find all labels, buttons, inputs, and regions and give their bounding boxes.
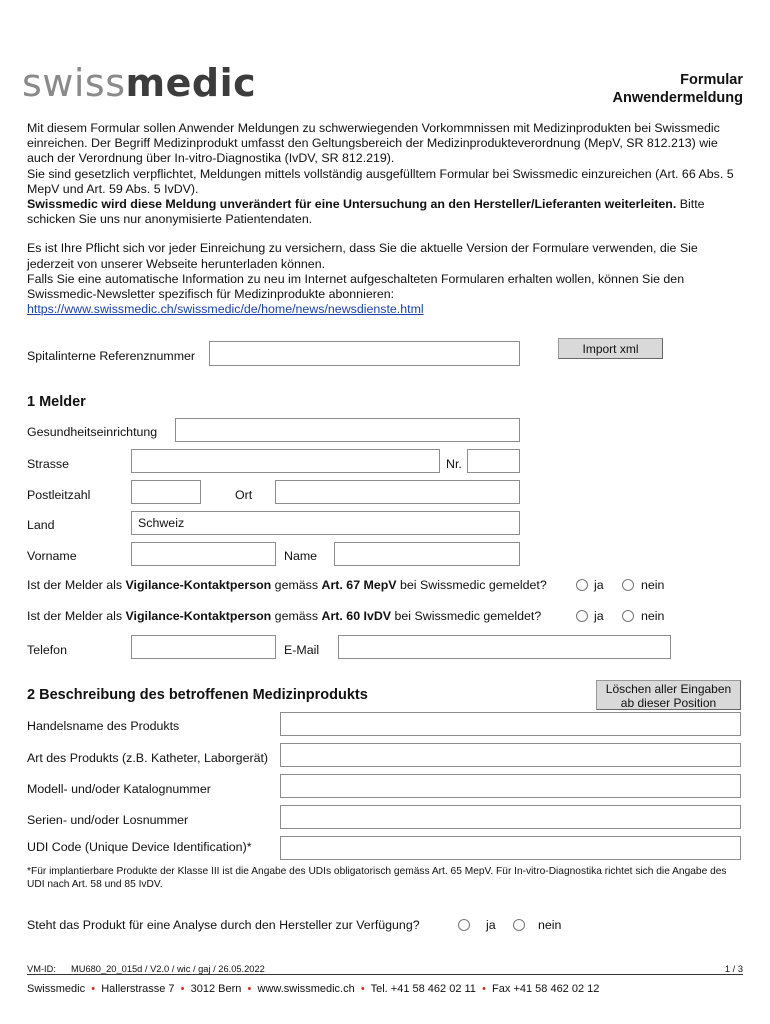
footer-separator: • [482,983,486,995]
lastname-label: Name [284,549,318,563]
firstname-label: Vorname [27,549,77,563]
vigilance-mepv-no-radio[interactable] [622,579,634,591]
city-input[interactable] [275,480,520,504]
q2-text-3: bei Swissmedic gemeldet? [391,609,542,623]
vigilance-ivdv-no-radio[interactable] [622,610,634,622]
q2-text-1: Ist der Melder als [27,609,126,623]
product-type-input[interactable] [280,743,741,767]
clear-inputs-button[interactable] [596,680,741,710]
vigilance-ivdv-yes-radio[interactable] [576,610,588,622]
q1-bold-2: Art. 67 MepV [321,578,397,592]
trade-name-label: Handelsname des Produkts [27,719,180,733]
reference-input[interactable] [209,341,520,366]
model-number-label: Modell- und/oder Katalognummer [27,782,211,796]
q2-bold-2: Art. 60 IvDV [321,609,392,623]
reference-label: Spitalinterne Referenznummer [27,349,196,363]
intro-paragraph-3 [27,197,747,227]
footer-address [27,983,599,995]
country-input[interactable]: Schweiz [131,511,520,535]
section-2-title: 2 Beschreibung des betroffenen Medizinprodukts [27,687,368,703]
analysis-no-label: nein [538,918,562,932]
udi-code-input[interactable] [280,836,741,860]
postal-code-label: Postleitzahl [27,488,91,502]
form-title-line2: Anwendermeldung [612,90,743,106]
q2-text-2: gemäss [271,609,322,623]
vigilance-mepv-yes-label: ja [594,578,604,592]
footer-city: 3012 Bern [190,983,242,995]
import-xml-button[interactable]: Import xml [558,338,663,359]
logo-part-medic: medic [125,61,257,105]
country-label: Land [27,518,55,532]
postal-code-input[interactable] [131,480,201,504]
intro-bold-notice: Swissmedic wird diese Meldung unverändert für eine Untersuchung an den Hersteller/Lieferanten weiterleiten. [27,197,677,212]
footer-separator: • [91,983,96,995]
q1-text-3: bei Swissmedic gemeldet? [396,578,547,592]
intro-paragraph-2: Sie sind gesetzlich verpflichtet, Meldungen mittels vollständig ausgefülltem Formular bei Swissmedic einzureichen (Art. 66 Abs. 5 MepV und Art. 59 Abs. 5 IvDV). [27,166,734,196]
street-label: Strasse [27,457,70,471]
analysis-question: Steht das Produkt für eine Analyse durch den Hersteller zur Verfügung? [27,918,420,932]
vigilance-ivdv-question [27,609,541,623]
swissmedic-logo [22,63,256,104]
lastname-input[interactable] [334,542,520,566]
trade-name-input[interactable] [280,712,741,736]
footer-street: Hallerstrasse 7 [101,983,175,995]
clear-inputs-button-line1: Löschen aller Eingaben [605,682,732,696]
intro-paragraph-5 [27,272,747,318]
facility-label: Gesundheitseinrichtung [27,425,158,439]
phone-input[interactable] [131,635,276,659]
footer-tel: Tel. +41 58 462 02 11 [370,983,476,995]
analysis-no-radio[interactable] [513,919,525,931]
page-number: 1 / 3 [724,964,743,974]
q1-text-2: gemäss [271,578,322,592]
model-number-input[interactable] [280,774,741,798]
intro-notice-rest: Bitte schicken Sie uns nur anonymisierte Patientendaten. [27,197,705,227]
footer-fax: Fax +41 58 462 02 12 [492,983,600,995]
udi-footnote: *Für implantierbare Produkte der Klasse III ist die Angabe des UDIs obligatorisch gemäss Art. 65 MepV. Für In-vitro-Diagnostika richtet sich die Angabe des UDI nach Art. 58 und 85 IvDV. [27,866,727,890]
footer-web: www.swissmedic.ch [257,983,355,995]
vm-id-value: MU680_20_015d / V2.0 / wic / gaj / 26.05.2022 [71,964,265,974]
footer-separator: • [247,983,252,995]
udi-code-label: UDI Code (Unique Device Identification)* [27,840,252,854]
intro-paragraph-4: Es ist Ihre Pflicht sich vor jeder Einreichung zu versichern, dass Sie die aktuelle Version der Formulare verwenden, die Sie jederzeit von unserer Webseite herunterladen können. [27,241,698,271]
analysis-yes-radio[interactable] [458,919,470,931]
q2-bold-1: Vigilance-Kontaktperson [125,609,272,623]
house-number-label: Nr. [446,457,462,471]
street-input[interactable] [131,449,440,473]
footer-separator: • [360,983,365,995]
footer-separator: • [180,983,185,995]
newsletter-link[interactable]: https://www.swissmedic.ch/swissmedic/de/home/news/newsdienste.html [27,302,424,317]
house-number-input[interactable] [467,449,520,473]
serial-number-input[interactable] [280,805,741,829]
clear-inputs-button-line2: ab dieser Position [620,696,717,710]
form-title [612,71,743,107]
email-label: E-Mail [284,643,320,657]
vigilance-mepv-yes-radio[interactable] [576,579,588,591]
footer-divider [27,974,743,975]
intro-text [27,121,747,317]
facility-input[interactable] [175,418,520,442]
product-type-label: Art des Produkts (z.B. Katheter, Laborgerät) [27,751,269,765]
vigilance-ivdv-no-label: nein [641,609,665,623]
analysis-yes-label: ja [486,918,496,932]
logo-part-swiss: swiss [22,61,126,105]
footer-org: Swissmedic [27,983,86,995]
vigilance-mepv-question [27,578,547,592]
q1-bold-1: Vigilance-Kontaktperson [125,578,272,592]
city-label: Ort [235,488,253,502]
section-1-title: 1 Melder [27,394,86,410]
serial-number-label: Serien- und/oder Losnummer [27,813,189,827]
email-input[interactable] [338,635,671,659]
firstname-input[interactable] [131,542,276,566]
form-title-line1: Formular [680,72,743,88]
intro-paragraph-1: Mit diesem Formular sollen Anwender Meldungen zu schwerwiegenden Vorkommnissen mit Medizinprodukten bei Swissmedic einreichen. Der Begriff Medizinprodukt umfasst den Geltungsbereich der Medizinprodukteverordnung (MepV, SR 812.213) wie auch der Verordnung über In-vitro-Diagnostika (IvDV, SR 812.219). [27,121,720,166]
q1-text-1: Ist der Melder als [27,578,126,592]
vigilance-ivdv-yes-label: ja [594,609,604,623]
intro-newsletter-text: Falls Sie eine automatische Information zu neu im Internet aufgeschalteten Formularen erhalten wollen, können Sie den Swissmedic-Newsletter spezifisch für Medizinprodukte abonnieren: [27,271,685,302]
phone-label: Telefon [27,643,67,657]
vigilance-mepv-no-label: nein [641,578,665,592]
vm-id-label: VM-ID: [27,964,56,974]
